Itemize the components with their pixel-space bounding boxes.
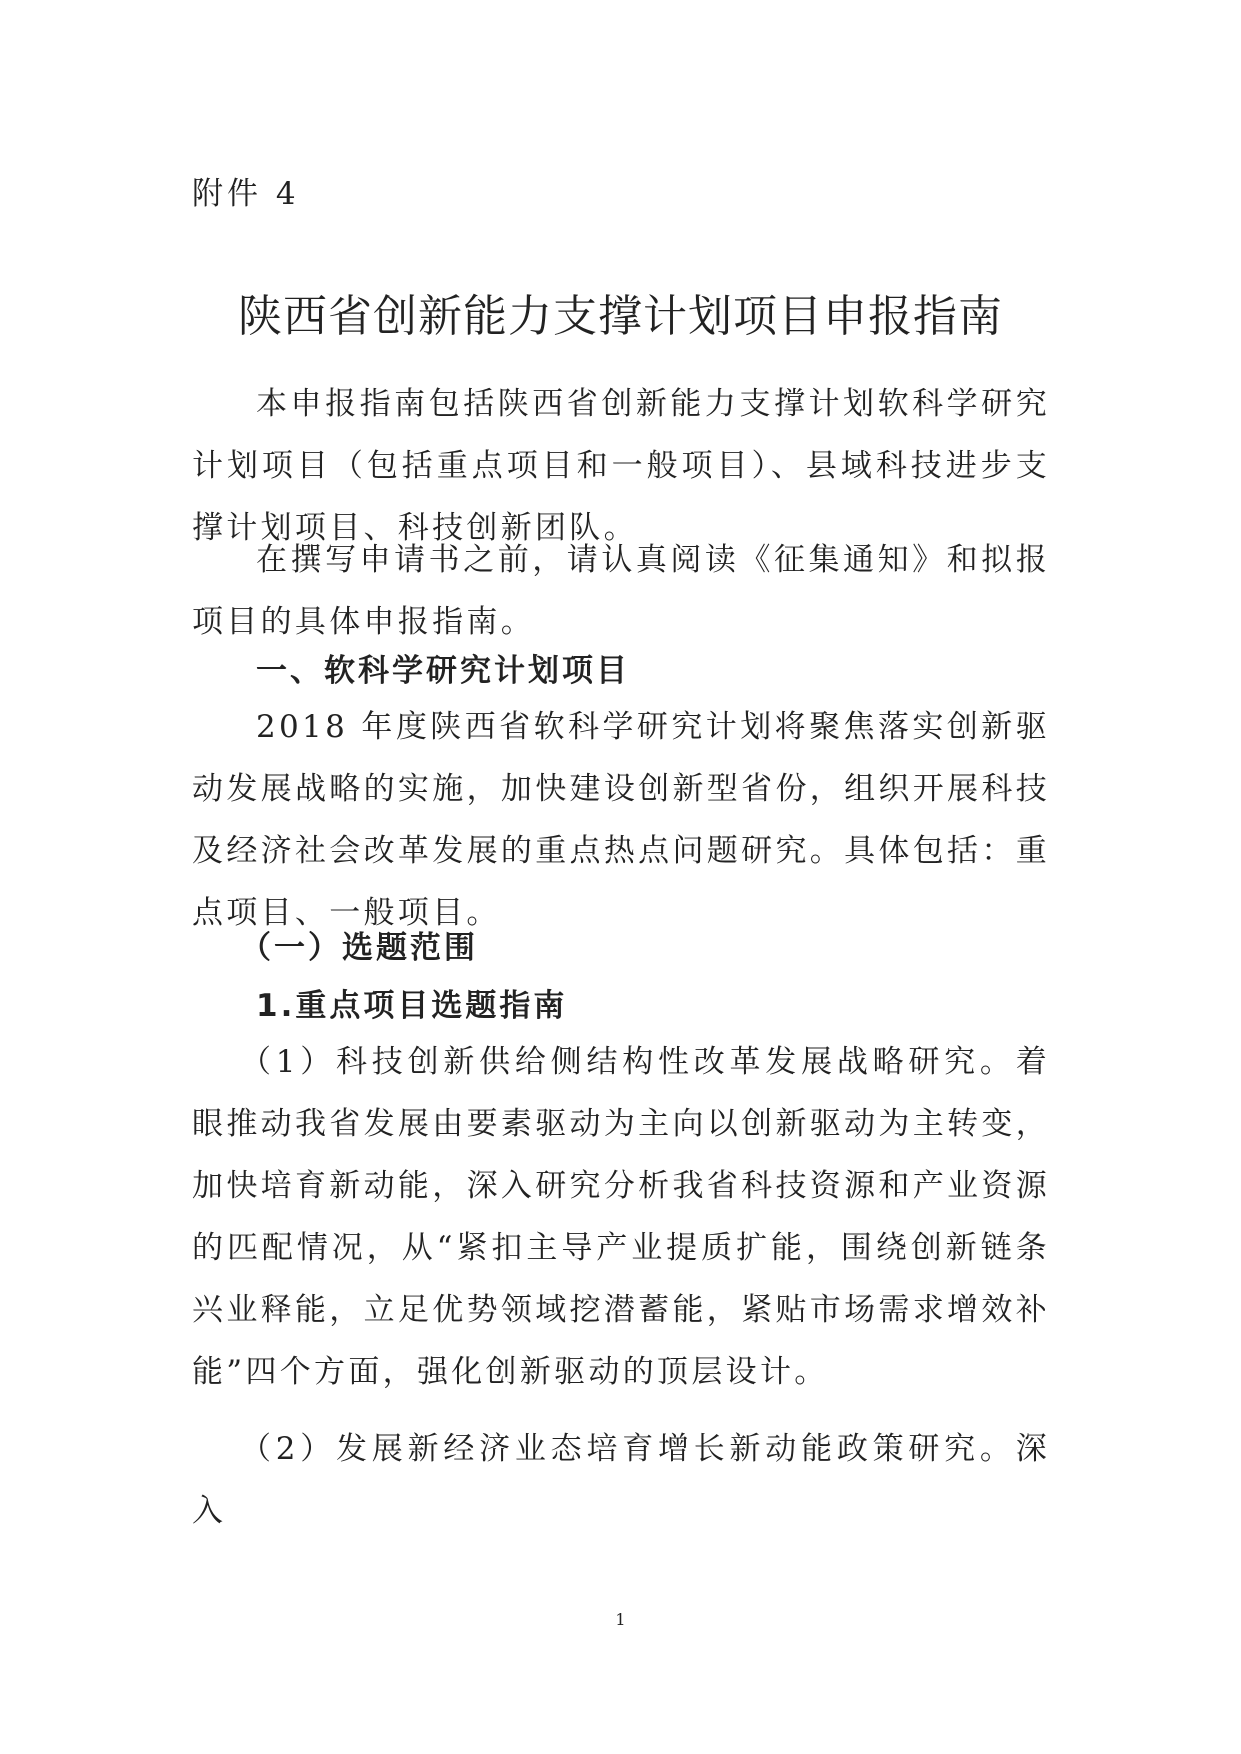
attachment-label: 附件 4: [192, 176, 300, 212]
intro-paragraph-1: 本申报指南包括陕西省创新能力支撑计划软科学研究计划项目（包括重点项目和一般项目）、县域科技进步支撑计划项目、科技创新团队。: [192, 386, 1050, 546]
item-1-paragraph: （1）科技创新供给侧结构性改革发展战略研究。着眼推动我省发展由要素驱动为主向以创新驱动为主转变，加快培育新动能，深入研究分析我省科技资源和产业资源的匹配情况，从“紧扣主导产业提质扩能，围绕创新链条兴业释能，立足优势领域挖潜蓄能，紧贴市场需求增效补能”四个方面，强化创新驱动的顶层设计。: [192, 1044, 1050, 1390]
subsection-heading: （一）选题范围: [240, 930, 478, 966]
section-1-paragraph: 2018 年度陕西省软科学研究计划将聚焦落实创新驱动发展战略的实施，加快建设创新型省份，组织开展科技及经济社会改革发展的重点热点问题研究。具体包括：重点项目、一般项目。: [192, 709, 1050, 931]
document-title: 陕西省创新能力支撑计划项目申报指南: [238, 291, 1003, 342]
item-2-paragraph: （2）发展新经济业态培育增长新动能政策研究。深入: [192, 1431, 1050, 1529]
intro-paragraph-2: 在撰写申请书之前，请认真阅读《征集通知》和拟报项目的具体申报指南。: [192, 542, 1050, 640]
section-1-heading: 一、软科学研究计划项目: [256, 653, 630, 689]
subsubsection-heading: 1.重点项目选题指南: [256, 988, 568, 1024]
page-number: 1: [615, 1610, 626, 1629]
